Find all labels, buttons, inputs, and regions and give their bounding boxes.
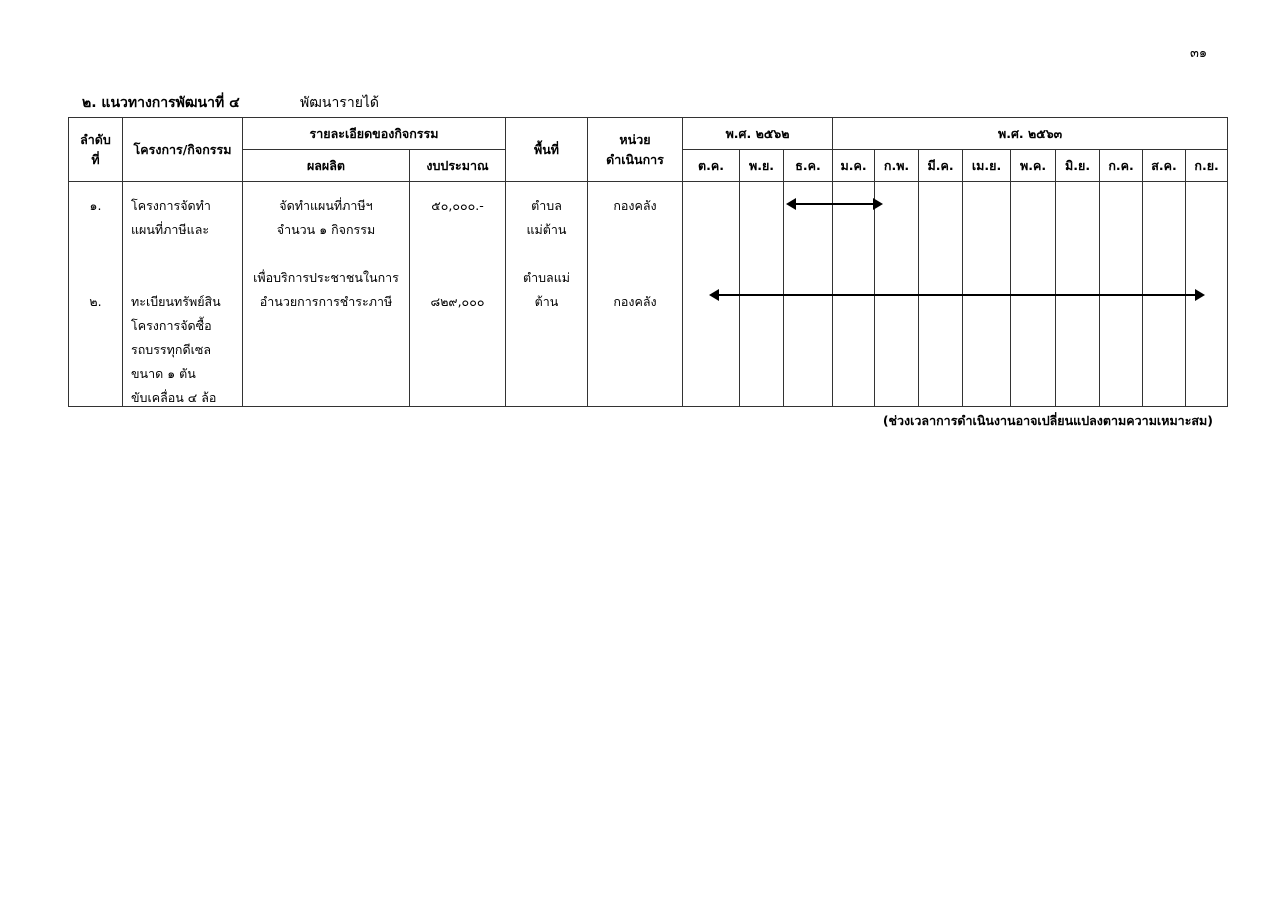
area-cell <box>506 182 588 407</box>
month-header: พ.ย. <box>740 150 784 182</box>
header-year-2562: พ.ศ. ๒๕๖๒ <box>683 118 833 150</box>
month-header: ก.ค. <box>1100 150 1143 182</box>
row-2-timeline-arrow <box>711 294 1203 296</box>
row-2-output: เพื่อบริการประชาชนในการ อำนวยการการชำระภาษี <box>253 270 399 309</box>
month-header: ธ.ค. <box>784 150 833 182</box>
row-2-order: ๒. <box>89 294 102 309</box>
project-cell <box>123 182 243 407</box>
row-2-unit: กองคลัง <box>613 294 657 309</box>
order-cell <box>69 182 123 407</box>
header-unit: หน่วย ดำเนินการ <box>588 118 683 182</box>
month-header: ก.พ. <box>875 150 919 182</box>
month-header: ม.ค. <box>833 150 875 182</box>
budget-cell <box>410 182 506 407</box>
page-number: ๓๑ <box>1190 46 1208 61</box>
header-order: ลำดับ ที่ <box>69 118 123 182</box>
output-cell <box>243 182 410 407</box>
row-2-budget: ๘๒๙,๐๐๐ <box>430 294 485 309</box>
row-1-budget: ๕๐,๐๐๐.- <box>431 198 484 213</box>
row-2-project: ทะเบียนทรัพย์สิน โครงการจัดซื้อ รถบรรทุกดีเซล ขนาด ๑ ตัน ขับเคลื่อน ๔ ล้อ <box>131 294 221 405</box>
project-plan-table <box>68 117 1228 407</box>
row-2-area: ตำบลแม่ ต้าน <box>522 270 571 309</box>
section-subheading: พัฒนารายได้ <box>300 95 380 111</box>
header-area: พื้นที่ <box>506 118 588 182</box>
month-header: ส.ค. <box>1143 150 1186 182</box>
header-project: โครงการ/กิจกรรม <box>123 118 243 182</box>
month-header: ต.ค. <box>683 150 740 182</box>
section-heading: ๒. แนวทางการพัฒนาที่ ๔ <box>82 95 240 111</box>
header-output: ผลผลิต <box>243 150 410 182</box>
header-details: รายละเอียดของกิจกรรม <box>243 118 506 150</box>
month-header: ก.ย. <box>1186 150 1228 182</box>
row-1-timeline-arrow <box>788 203 881 205</box>
month-header: มี.ค. <box>919 150 963 182</box>
row-1-output: จัดทำแผนที่ภาษีฯ จำนวน ๑ กิจกรรม <box>276 198 376 237</box>
month-header: มิ.ย. <box>1056 150 1100 182</box>
row-1-project: โครงการจัดทำ แผนที่ภาษีและ <box>131 198 211 237</box>
row-1-unit: กองคลัง <box>613 198 657 213</box>
row-1-order: ๑. <box>89 198 102 213</box>
unit-cell <box>588 182 683 407</box>
header-budget: งบประมาณ <box>410 150 506 182</box>
month-header: พ.ค. <box>1011 150 1056 182</box>
footnote: (ช่วงเวลาการดำเนินงานอาจเปลี่ยนแปลงตามความเหมาะสม) <box>882 413 1213 428</box>
header-year-2563: พ.ศ. ๒๕๖๓ <box>833 118 1228 150</box>
row-1-area: ตำบล แม่ต้าน <box>526 198 567 237</box>
month-header: เม.ย. <box>963 150 1011 182</box>
